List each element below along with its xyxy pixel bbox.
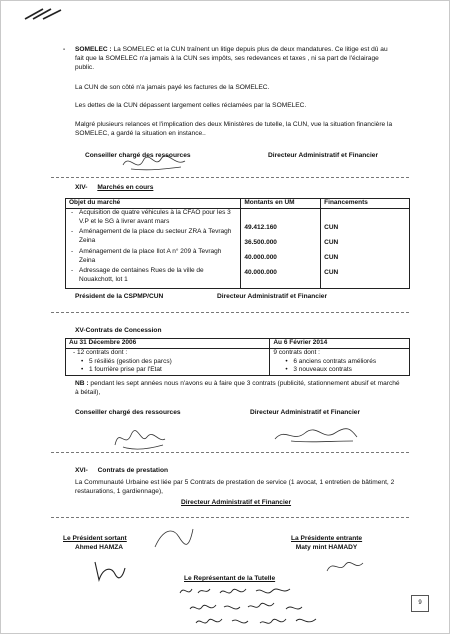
table-header-row bbox=[66, 199, 410, 209]
signature-label-conseiller: Conseiller chargé des ressources bbox=[75, 409, 181, 416]
contrats-2006-list bbox=[69, 358, 266, 376]
tutelle-label: Le Représentant de la Tutelle bbox=[184, 575, 276, 582]
signature-label-daf: Directeur Administratif et Financier bbox=[250, 409, 361, 416]
financing-value: CUN bbox=[324, 268, 339, 276]
amount-value: 40.000.000 bbox=[244, 268, 277, 276]
amount-value: 49.412.160 bbox=[244, 223, 277, 231]
marche-item: - Aménagement de la place du secteur ZRA à Tevragh Zeina bbox=[69, 228, 237, 246]
marche-item: - Acquisition de quatre véhicules à la CFAO pour les 3 V.P et le SG à livrer avant mars bbox=[69, 209, 237, 227]
header-objet: Objet du marché bbox=[66, 199, 241, 209]
signature-label-daf: Directeur Administratif et Financier bbox=[268, 152, 379, 159]
financing-value bbox=[324, 209, 406, 224]
relances-paragraph: Malgré plusieurs relances et l'implication des deux Ministères de tutelle, la CUN, vue la situation financière la SOMELEC, a gardé la situation en instance.. bbox=[75, 121, 393, 137]
financing-value: CUN bbox=[324, 238, 339, 246]
contrats-2014-list bbox=[273, 358, 406, 376]
marche-item: - Aménagement de la place Ilot A n° 209 à Tevragh Zeina bbox=[69, 248, 237, 266]
somelec-paragraph bbox=[75, 46, 397, 73]
handwritten-note-icon bbox=[176, 583, 336, 629]
section-heading-marches bbox=[75, 184, 153, 193]
financing-value: CUN bbox=[324, 223, 339, 231]
section-heading-contrats bbox=[75, 327, 161, 336]
president-sortant-title: Le Président sortant bbox=[63, 535, 127, 542]
handwritten-signature-icon bbox=[271, 421, 361, 445]
contrats-2006-cell bbox=[66, 348, 270, 375]
section-divider bbox=[51, 312, 409, 313]
presidente-entrante-name: Maty mint HAMADY bbox=[295, 543, 358, 551]
signature-label-daf: Directeur Administratif et Financier bbox=[217, 293, 328, 300]
table-header-row bbox=[66, 339, 410, 349]
signature-label-conseiller: Conseiller chargé des ressources bbox=[85, 152, 191, 159]
list-item: • 5 résiliés (gestion des parcs) bbox=[69, 358, 266, 367]
header-2006: Au 31 Décembre 2006 bbox=[66, 339, 270, 349]
contrats-table bbox=[65, 338, 410, 376]
amount-value bbox=[244, 209, 317, 224]
section-divider bbox=[51, 517, 409, 518]
marche-item: - Adressage de centaines Rues de la ville de Nouakchott, lot 1 bbox=[69, 267, 237, 285]
president-sortant-name: Ahmed HAMZA bbox=[75, 543, 123, 551]
section-number: XIV- bbox=[75, 184, 88, 191]
section-number: XVI- bbox=[75, 467, 88, 474]
header-2014: Au 6 Février 2014 bbox=[270, 339, 410, 349]
amount-value: 40.000.000 bbox=[244, 253, 277, 261]
section-title: XV-Contrats de Concession bbox=[75, 327, 162, 334]
somelec-lead: SOMELEC : bbox=[75, 46, 112, 53]
contrats-2014-cell bbox=[270, 348, 410, 375]
debts-paragraph: Les dettes de la CUN dépassent largement celles réclamées par la SOMELEC. bbox=[75, 102, 307, 109]
section-title: Marchés en cours bbox=[97, 184, 154, 191]
marches-table bbox=[65, 198, 410, 289]
table-row bbox=[66, 348, 410, 375]
table-row bbox=[66, 208, 410, 288]
contrats-2006-intro: - 12 contrats dont : bbox=[73, 348, 128, 356]
somelec-text: La SOMELEC et la CUN traînent un litige depuis plus de deux mandatures. Ce litige est dû au fait que la SOMELEC n'a jamais à la CUN ses impôts, ses redevances et taxes , ni sa part de l'éclairage public. bbox=[75, 46, 388, 71]
nb-text: pendant les sept années nous n'avons eu à faire que 3 contrats (publicité, stationnement abusif et marché à bétail), bbox=[75, 380, 400, 396]
nb-lead: NB : bbox=[75, 380, 89, 387]
montants-cell bbox=[241, 208, 321, 288]
bullet-dot-icon: - bbox=[63, 46, 66, 53]
handwritten-signature-icon bbox=[109, 423, 169, 453]
section-heading-prestation bbox=[75, 467, 168, 476]
header-financements: Financements bbox=[321, 199, 410, 209]
financing-value: CUN bbox=[324, 253, 339, 261]
nb-paragraph bbox=[75, 380, 405, 398]
presidente-entrante-title: La Présidente entrante bbox=[291, 535, 363, 542]
list-item: • 6 anciens contrats améliorés bbox=[273, 358, 406, 367]
signature-label-daf: Directeur Administratif et Financier bbox=[181, 499, 292, 506]
corner-pen-mark bbox=[23, 7, 67, 21]
prestation-paragraph: La Communauté Urbaine est liée par 5 Contrats de prestation de service (1 avocat, 1 entretien de bâtiment, 2 restaurations, 1 gardiennage), bbox=[75, 479, 395, 495]
cun-paid-paragraph: La CUN de son côté n'a jamais payé les factures de la SOMELEC. bbox=[75, 84, 270, 91]
page-number: 9 bbox=[411, 595, 429, 612]
financements-cell bbox=[321, 208, 410, 288]
section-divider bbox=[51, 177, 409, 178]
header-montants: Montants en UM bbox=[241, 199, 321, 209]
signature-label-cspmp: Président de la CSPMP/CUN bbox=[75, 293, 164, 300]
handwritten-signature-icon bbox=[89, 558, 129, 586]
list-item: • 1 fourrière prise par l'Etat bbox=[69, 366, 266, 375]
handwritten-signature-icon bbox=[323, 555, 367, 577]
amount-value: 36.500.000 bbox=[244, 238, 277, 246]
handwritten-signature-icon bbox=[119, 151, 189, 175]
president-sortant-block bbox=[63, 535, 127, 553]
objet-cell bbox=[66, 208, 241, 288]
section-title: Contrats de prestation bbox=[97, 467, 169, 474]
presidente-entrante-block bbox=[291, 535, 362, 553]
list-item: • 3 nouveaux contrats bbox=[273, 366, 406, 375]
contrats-2014-intro: 9 contrats dont : bbox=[273, 348, 320, 356]
handwritten-signature-icon bbox=[151, 523, 197, 553]
section-divider bbox=[51, 452, 409, 453]
